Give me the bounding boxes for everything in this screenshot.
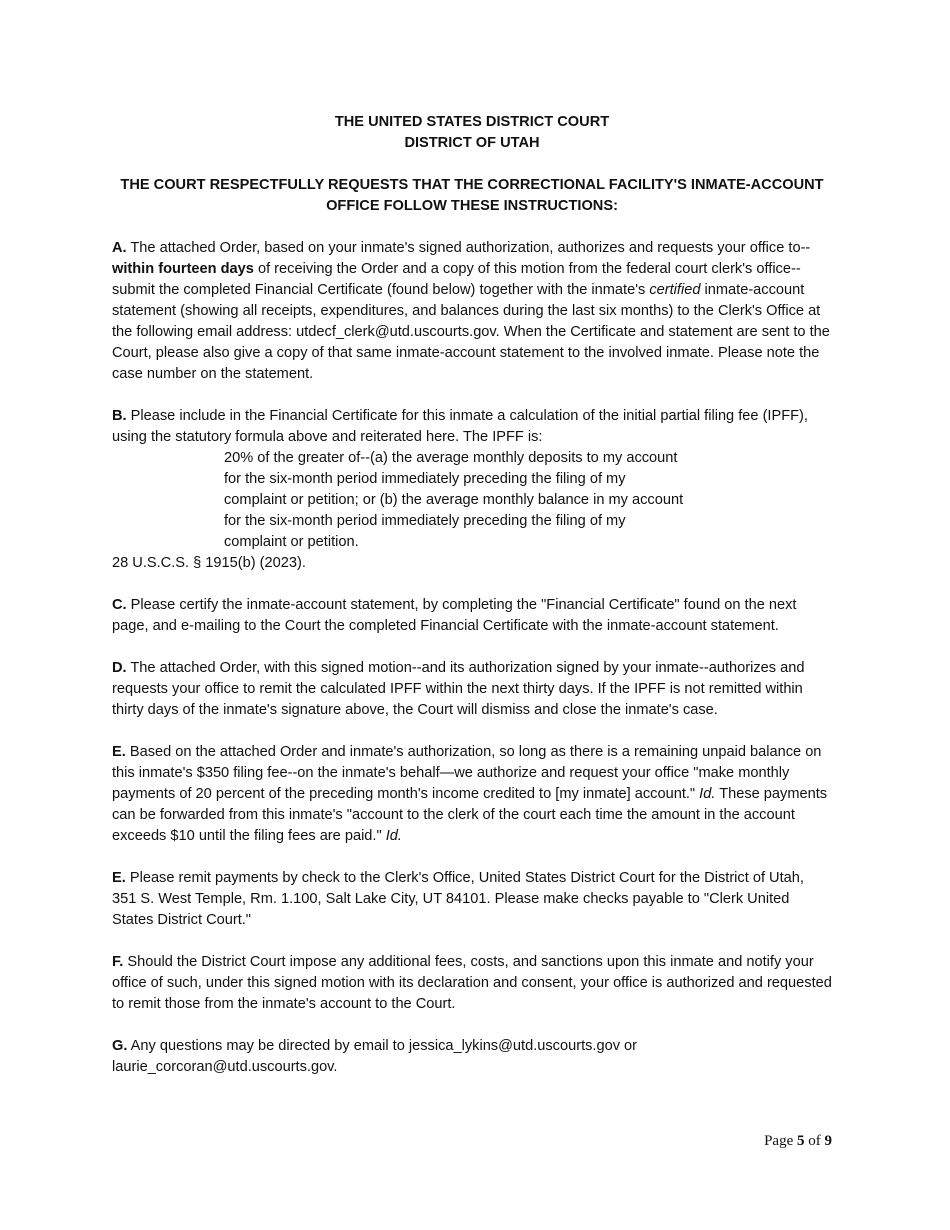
emphasis-deadline: within fourteen days (112, 261, 254, 277)
paragraph-text: inmate-account statement (showing all receipts, expenditures, and balances during the last six months) to the Clerk's Office at the following email address: utdecf_clerk@utd.uscourts.gov. When the Certificate and statement are sent to the Court, please also give a copy of that same inmate-account statement to the involved inmate. Please note the case number on the statement. (112, 282, 830, 382)
quote-line: 20% of the greater of--(a) the average monthly deposits to my account (224, 450, 678, 466)
total-pages: 9 (824, 1133, 832, 1149)
id-citation: Id. (699, 786, 716, 802)
request-header-line2: OFFICE FOLLOW THESE INSTRUCTIONS: (326, 198, 618, 214)
paragraph-text: Please include in the Financial Certificate for this inmate a calculation of the initial partial filing fee (IPFF), using the statutory formula above and reiterated here. The IPFF is: (112, 408, 808, 445)
statutory-quote (224, 448, 744, 553)
paragraph-letter: B. (112, 408, 127, 424)
paragraph-text: Should the District Court impose any additional fees, costs, and sanctions upon this inmate and notify your office of such, under this signed motion with its declaration and consent, your office is authorized and requested to remit those from the inmate's account to the Court. (112, 954, 832, 1012)
paragraph-e-payments (112, 868, 832, 931)
paragraph-c (112, 595, 832, 637)
paragraph-letter: F. (112, 954, 124, 970)
paragraph-text: The attached Order, based on your inmate's signed authorization, authorizes and requests your office to-- (126, 240, 811, 256)
paragraph-text: Based on the attached Order and inmate's authorization, so long as there is a remaining unpaid balance on this inmate's $350 filing fee--on the inmate's behalf—we authorize and request your office "make monthly payments of 20 percent of the preceding month's income credited to [my inmate] account." (112, 744, 822, 802)
paragraph-text: Any questions may be directed by email to jessica_lykins@utd.uscourts.gov or laurie_corcoran@utd.uscourts.gov. (112, 1038, 638, 1075)
quote-line: for the six-month period immediately preceding the filing of my (224, 513, 626, 529)
current-page: 5 (797, 1133, 805, 1149)
paragraph-letter: G. (112, 1038, 128, 1054)
paragraph-text: Please certify the inmate-account statement, by completing the "Financial Certificate" found on the next page, and e-mailing to the Court the completed Financial Certificate with the inmate-account statement. (112, 597, 797, 634)
district-name: DISTRICT OF UTAH (404, 135, 540, 151)
court-name: THE UNITED STATES DISTRICT COURT (334, 114, 610, 130)
request-header (112, 175, 832, 217)
id-citation: Id. (385, 828, 402, 844)
paragraph-f (112, 952, 832, 1015)
paragraph-a (112, 238, 832, 385)
paragraph-text: These payments can be forwarded from this inmate's "account to the clerk of the court each time the amount in the account exceeds $10 until the filing fees are paid." (112, 786, 828, 844)
paragraph-letter: A. (112, 240, 127, 256)
paragraph-d (112, 658, 832, 721)
paragraph-text: The attached Order, with this signed motion--and its authorization signed by your inmate--authorizes and requests your office to remit the calculated IPFF within the next thirty days. If the IPFF is not remitted within thirty days of the inmate's signature above, the Court will dismiss and close the inmate's case. (112, 660, 805, 718)
quote-line: complaint or petition. (224, 534, 359, 550)
page-word: Page (764, 1133, 797, 1149)
paragraph-e-monthly (112, 742, 832, 847)
paragraph-letter: C. (112, 597, 127, 613)
document-page (112, 112, 832, 1099)
paragraph-letter: D. (112, 660, 127, 676)
of-word: of (804, 1133, 825, 1149)
paragraph-text: of receiving the Order and a copy of this motion from the federal court clerk's office--submit the completed Financial Certificate (found below) together with the inmate's (112, 261, 801, 298)
paragraph-b (112, 406, 832, 448)
paragraph-text: Please remit payments by check to the Clerk's Office, United States District Court for the District of Utah, 351 S. West Temple, Rm. 1.100, Salt Lake City, UT 84101. Please make checks payable to "Clerk United States District Court." (112, 870, 804, 928)
citation: 28 U.S.C.S. § 1915(b) (2023). (112, 555, 306, 571)
emphasis-certified: certified (649, 282, 701, 298)
paragraph-letter: E. (112, 744, 126, 760)
quote-line: for the six-month period immediately preceding the filing of my (224, 471, 626, 487)
court-header (112, 112, 832, 154)
paragraph-letter: E. (112, 870, 126, 886)
paragraph-g (112, 1036, 832, 1078)
request-header-line1: THE COURT RESPECTFULLY REQUESTS THAT THE CORRECTIONAL FACILITY'S INMATE-ACCOUNT (120, 177, 824, 193)
page-number (764, 1133, 832, 1150)
quote-line: complaint or petition; or (b) the average monthly balance in my account (224, 492, 684, 508)
